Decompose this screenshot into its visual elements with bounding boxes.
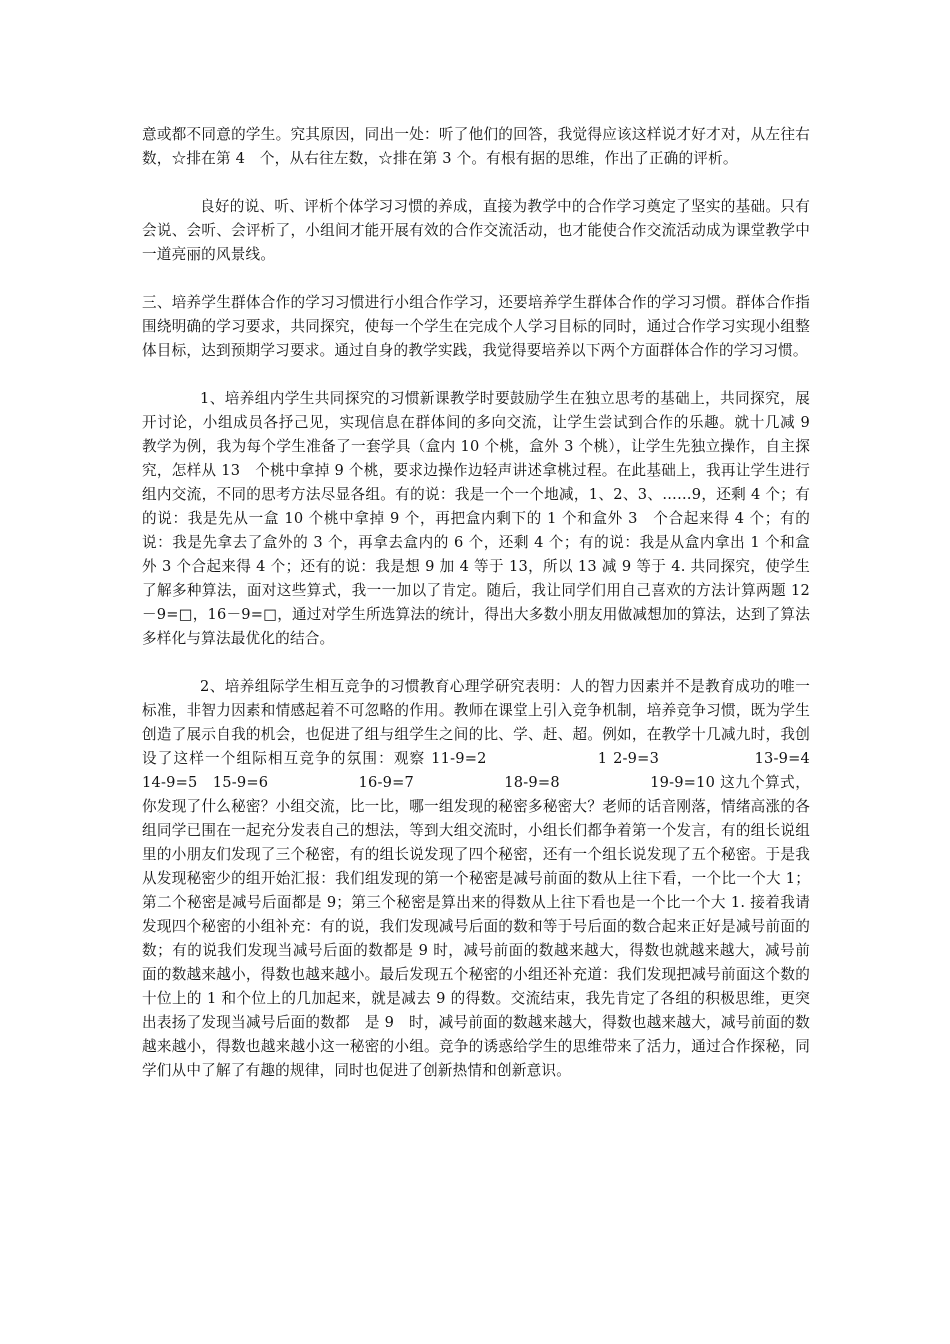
paragraph-4: 1、培养组内学生共同探究的习惯新课教学时要鼓励学生在独立思考的基础上，共同探究，展开讨论，小组成员各抒己见，实现信息在群体间的多向交流，让学生尝试到合作的乐趣。就十几减 9 教学为例，我为每个学生准备了一套学具（盒内 10 个桃，盒外 3 个桃），让学生先独立操作，自主探究，怎样从 13 个桃中拿掉 9 个桃，要求边操作边轻声讲述拿桃过程。在此基础上，我再让学生进行组内交流，不同的思考方法尽显各组。有的说：我是一个一个地减，1、2、3、……9，还剩 4 个；有的说：我是先从一盒 10 个桃中拿掉 9 个，再把盒内剩下的 1 个和盒外 3 个合起来得 4 个；有的说：我是先拿去了盒外的 3 个，再拿去盒内的 6 个，还剩 4 个；有的说：我是从盒内拿出 1 个和盒外 3 个合起来得 4 个；还有的说：我是想 9 加 4 等于 13，所以 13 减 9 等于 4. 共同探究，使学生了解多种算法，面对这些算式，我一一加以了肯定。随后，我让同学们用自己喜欢的方法计算两题 12－9=□，16－9=□，通过对学生所选算法的统计，得出大多数小朋友用做减想加的算法，达到了算法多样化与算法最优化的结合。 [142, 390, 810, 647]
paragraph-1: 意或都不同意的学生。究其原因，同出一处：听了他们的回答，我觉得应该这样说才好才对，从左往右数，☆排在第 4 个，从右往左数，☆排在第 3 个。有根有据的思维，作出了正确的评析。 [142, 126, 810, 167]
document-body [142, 123, 899, 1107]
paragraph-5: 2、培养组际学生相互竞争的习惯教育心理学研究表明：人的智力因素并不是教育成功的唯一标准，非智力因素和情感起着不可忽略的作用。教师在课堂上引入竞争机制，培养竞争习惯，既为学生创造了展示自我的机会，也促进了组与组学生之间的比、学、赶、超。例如，在教学十几减九时，我创设了这样一个组际相互竞争的氛围：观察 11-9=2 1 2-9=3 13-9=4 14-9=5 15-9=6 16-9=7 18-9=8 19-9=10 这九个算式，你发现了什么秘密？小组交流，比一比，哪一组发现的秘密多秘密大？老师的话音刚落，情绪高涨的各组同学已围在一起充分发表自己的想法，等到大组交流时，小组长们都争着第一个发言，有的组长说组里的小朋友们发现了三个秘密，有的组长说发现了四个秘密，还有一个组长说发现了五个秘密。于是我从发现秘密少的组开始汇报：我们组发现的第一个秘密是减号前面的数从上往下看，一个比一个大 1；第二个秘密是减号后面都是 9；第三个秘密是算出来的得数从上往下看也是一个比一个大 1. 接着我请发现四个秘密的小组补充：有的说，我们发现减号后面的数和等于号后面的数合起来正好是减号前面的数；有的说我们发现当减号后面的数都是 9 时，减号前面的数越来越大，得数也就越来越大，减号前面的数越来越小，得数也越来越小。最后发现五个秘密的小组还补充道：我们发现把减号前面这个数的十位上的 1 和个位上的几加起来，就是减去 9 的得数。交流结束，我先肯定了各组的积极思维，更突出表扬了发现当减号后面的数都 是 9 时，减号前面的数越来越大，得数也越来越大，减号前面的数越来越小，得数也越来越小这一秘密的小组。竞争的诱惑给学生的思维带来了活力，通过合作探秘，同学们从中了解了有趣的规律，同时也促进了创新热情和创新意识。 [142, 678, 899, 1079]
paragraph-2: 良好的说、听、评析个体学习习惯的养成，直接为教学中的合作学习奠定了坚实的基础。只有会说、会听、会评析了，小组间才能开展有效的合作交流活动，也才能使合作交流活动成为课堂教学中一道亮丽的风景线。 [142, 198, 810, 263]
paragraph-3: 三、培养学生群体合作的学习习惯进行小组合作学习，还要培养学生群体合作的学习习惯。群体合作指围绕明确的学习要求，共同探究，使每一个学生在完成个人学习目标的同时，通过合作学习实现小组整体目标，达到预期学习要求。通过自身的教学实践，我觉得要培养以下两个方面群体合作的学习习惯。 [142, 294, 810, 359]
